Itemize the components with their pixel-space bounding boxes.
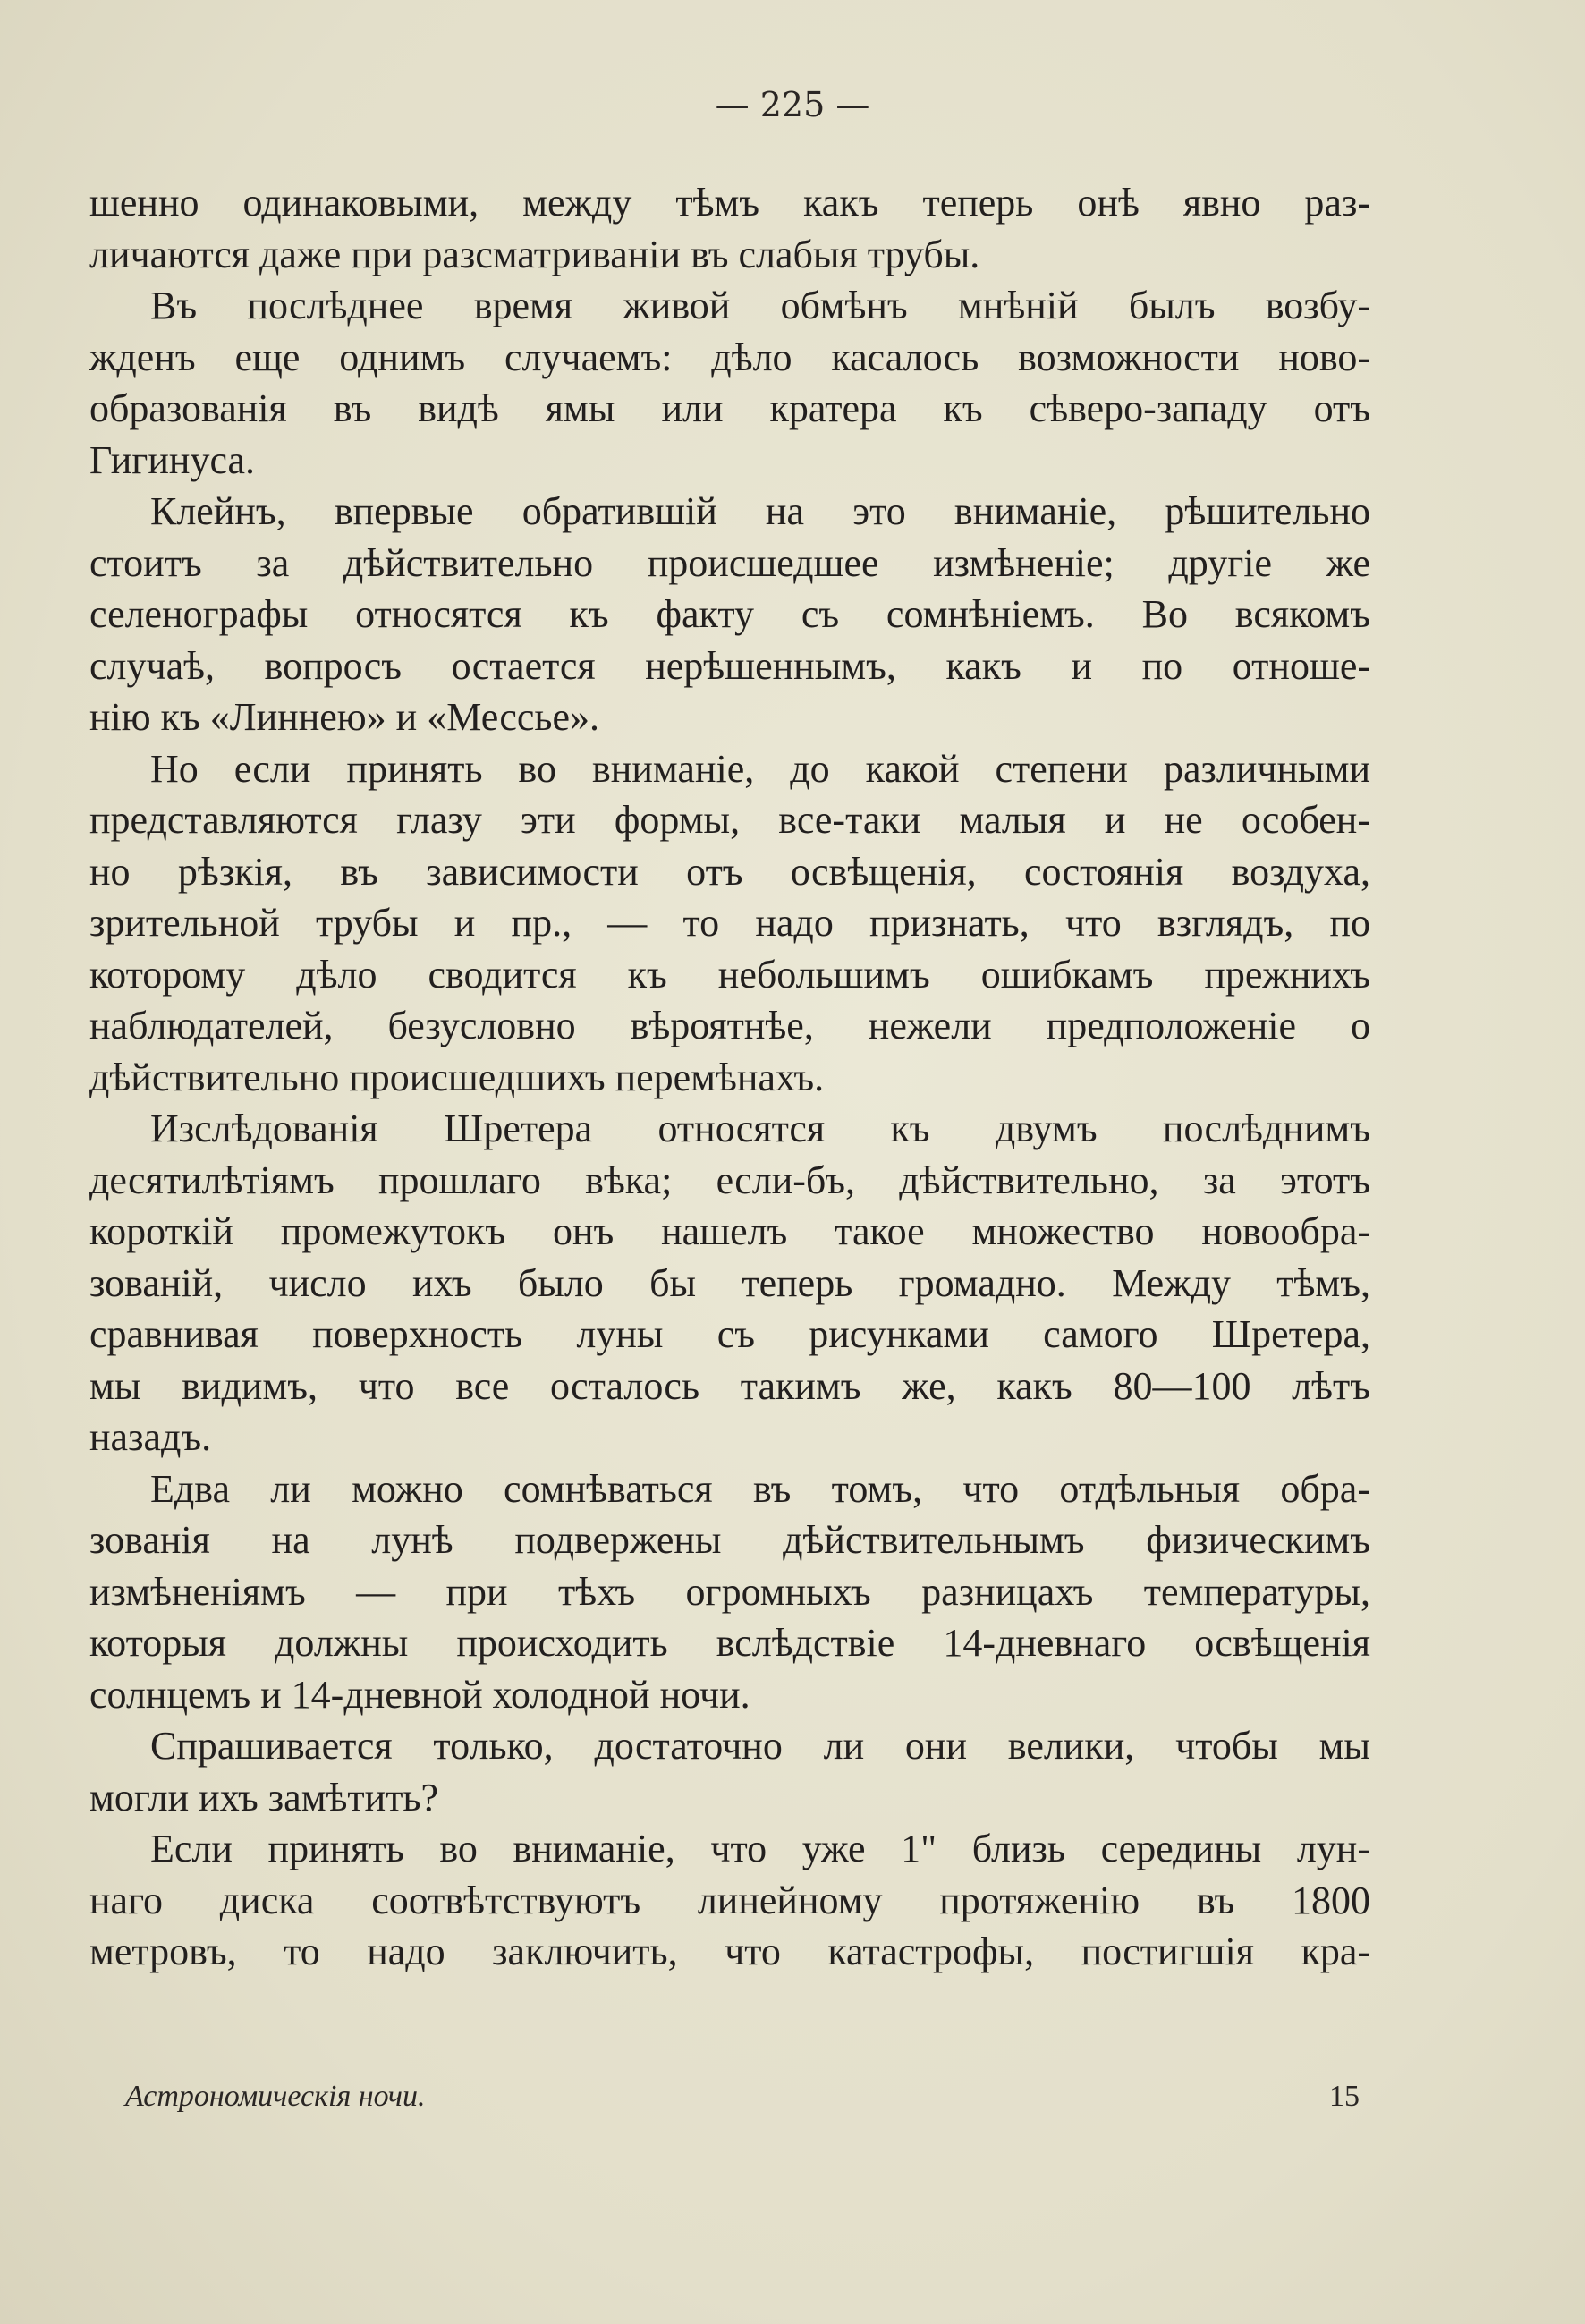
text-line: дѣйствительно происшедшихъ перемѣнахъ. xyxy=(89,1055,825,1099)
text-line: измѣненіямъ — при тѣхъ огромныхъ разницахъ температуры, xyxy=(89,1569,1370,1614)
body-text xyxy=(89,177,1370,1978)
text-line: назадъ. xyxy=(89,1415,212,1459)
text-line: Изслѣдованія Шретера относятся къ двумъ послѣднимъ xyxy=(150,1107,1370,1150)
text-line: зрительной трубы и пр., — то надо признать, что взглядъ, по xyxy=(89,901,1370,945)
text-line: Клейнъ, впервые обратившій на это вниманіе, рѣшительно xyxy=(150,489,1370,533)
text-line: солнцемъ и 14-дневной холодной ночи. xyxy=(89,1672,750,1717)
text-line: мы видимъ, что все осталось такимъ же, какъ 80—100 лѣтъ xyxy=(89,1363,1370,1408)
text-line: зованія на лунѣ подвержены дѣйствительнымъ физическимъ xyxy=(89,1518,1370,1562)
text-line: стоитъ за дѣйствительно происшедшее измѣненіе; другіе же xyxy=(89,540,1370,585)
text-line: Но если принять во вниманіе, до какой степени различными xyxy=(150,746,1370,791)
text-line: короткій промежутокъ онъ нашелъ такое множество новообра- xyxy=(89,1209,1370,1253)
text-line: которыя должны происходить вслѣдствіе 14-дневнаго освѣщенія xyxy=(89,1621,1370,1665)
text-line: представляются глазу эти формы, все-таки малыя и не особен- xyxy=(89,798,1370,842)
text-line: жденъ еще однимъ случаемъ: дѣло касалось возможности ново- xyxy=(89,335,1370,379)
text-line: нію къ «Линнею» и «Мессье». xyxy=(89,695,600,739)
text-line: Гигинуса. xyxy=(89,437,256,482)
page-number: — 225 — xyxy=(715,85,870,124)
text-line: шенно одинаковыми, между тѣмъ какъ теперь онѣ явно раз- xyxy=(89,181,1370,225)
text-line: образованія въ видѣ ямы или кратера къ сѣверо-западу отъ xyxy=(89,386,1370,430)
text-line: Въ послѣднее время живой обмѣнъ мнѣній былъ возбу- xyxy=(150,284,1370,327)
text-line: десятилѣтіямъ прошлаго вѣка; если-бъ, дѣйствительно, за этотъ xyxy=(89,1158,1370,1202)
text-line: Если принять во вниманіе, что уже 1" близь середины лун- xyxy=(150,1827,1370,1870)
text-line: Едва ли можно сомнѣваться въ томъ, что отдѣльныя обра- xyxy=(150,1466,1370,1511)
text-line: могли ихъ замѣтить? xyxy=(89,1775,439,1819)
text-line: случаѣ, вопросъ остается нерѣшеннымъ, какъ и по отноше- xyxy=(89,643,1370,688)
text-line: Спрашивается только, достаточно ли они велики, чтобы мы xyxy=(150,1724,1370,1768)
text-line: наго диска соотвѣтствуютъ линейному протяженію въ 1800 xyxy=(89,1878,1370,1922)
text-line: но рѣзкія, въ зависимости отъ освѣщенія, состоянія воздуха, xyxy=(89,849,1370,894)
text-line: зованій, число ихъ было бы теперь громадно. Между тѣмъ, xyxy=(89,1260,1370,1305)
signature-mark: Астрономическія ночи. xyxy=(125,2080,426,2113)
text-line: личаются даже при разсматриваніи въ слабыя трубы. xyxy=(89,232,980,276)
text-line: которому дѣло сводится къ небольшимъ ошибкамъ прежнихъ xyxy=(89,952,1370,997)
sheet-number: 15 xyxy=(1329,2080,1360,2113)
text-line: селенографы относятся къ факту съ сомнѣніемъ. Во всякомъ xyxy=(89,592,1370,636)
text-line: сравнивая поверхность луны съ рисунками самого Шретера, xyxy=(89,1312,1370,1356)
text-line: наблюдателей, безусловно вѣроятнѣе, нежели предположеніе о xyxy=(89,1004,1370,1047)
text-line: метровъ, то надо заключить, что катастрофы, постигшія кра- xyxy=(89,1930,1370,1973)
